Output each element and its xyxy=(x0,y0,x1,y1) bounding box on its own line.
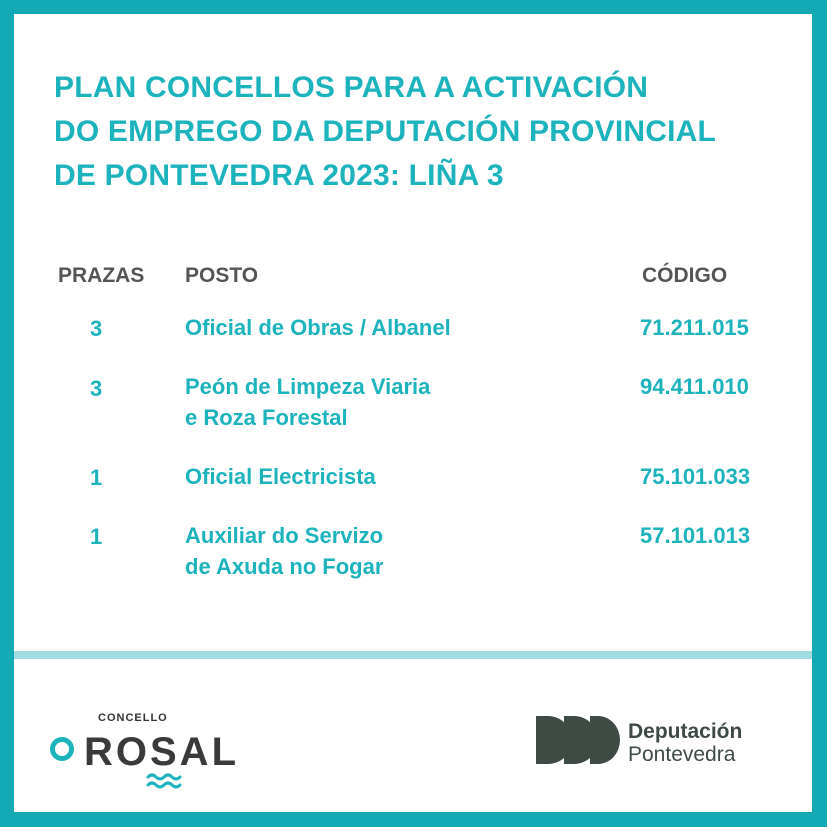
footer-divider xyxy=(14,651,812,659)
title-line-1: PLAN CONCELLOS PARA A ACTIVACIÓN xyxy=(54,71,649,104)
deputacion-mark-icon xyxy=(534,712,620,768)
row-2-posto-line-1: Peón de Limpeza Viaria xyxy=(185,374,431,399)
logo-o-ring-icon xyxy=(50,737,74,761)
deputacion-logo-text xyxy=(628,720,742,766)
row-4-posto xyxy=(185,520,383,582)
row-2-prazas: 3 xyxy=(90,376,103,401)
row-2-codigo: 94.411.010 xyxy=(640,374,749,399)
row-3-posto-line-1: Oficial Electricista xyxy=(185,464,376,489)
deputacion-line-2: Pontevedra xyxy=(628,743,736,766)
row-1-posto xyxy=(185,312,451,343)
title-line-2: DO EMPREGO DA DEPUTACIÓN PROVINCIAL xyxy=(54,115,717,148)
header-prazas: PRAZAS xyxy=(58,264,145,287)
page-title xyxy=(54,66,716,198)
row-3-posto xyxy=(185,461,376,492)
header-codigo: CÓDIGO xyxy=(642,264,728,287)
row-4-posto-line-2: de Axuda no Fogar xyxy=(185,554,384,579)
row-2-posto xyxy=(185,371,430,433)
concello-label: CONCELLO xyxy=(98,712,168,724)
row-3-codigo: 75.101.033 xyxy=(640,464,751,489)
deputacion-line-1: Deputación xyxy=(628,720,743,743)
waves-icon xyxy=(146,772,182,792)
logo-rosal-word: ROSAL xyxy=(84,730,239,774)
poster-card xyxy=(14,14,812,812)
title-line-3: DE PONTEVEDRA 2023: LIÑA 3 xyxy=(54,159,504,192)
row-2-posto-line-2: e Roza Forestal xyxy=(185,405,348,430)
row-1-prazas: 3 xyxy=(90,316,103,341)
row-4-posto-line-1: Auxiliar do Servizo xyxy=(185,523,384,548)
row-1-posto-line-1: Oficial de Obras / Albanel xyxy=(185,315,451,340)
row-4-prazas: 1 xyxy=(90,524,103,549)
row-1-codigo: 71.211.015 xyxy=(640,315,749,340)
row-4-codigo: 57.101.013 xyxy=(640,523,751,548)
header-posto: POSTO xyxy=(185,264,259,287)
row-3-prazas: 1 xyxy=(90,465,103,490)
